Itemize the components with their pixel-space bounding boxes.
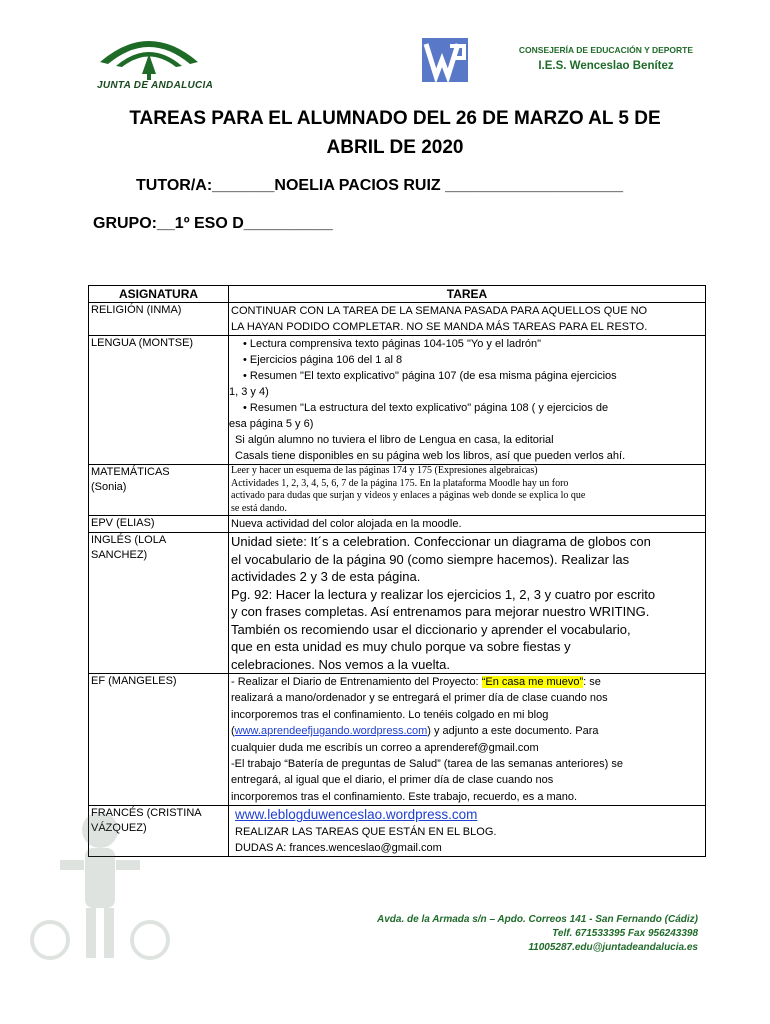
logo-text: JUNTA DE ANDALUCIA [97, 80, 214, 91]
task-line: y con frases completas. Así entrenamos para mejorar nuestro WRITING. [231, 604, 650, 619]
subject-line: VÁZQUEZ) [91, 822, 147, 835]
hercules-watermark-icon [30, 790, 170, 970]
task-line: -El trabajo “Batería de preguntas de Salud” (tarea de las semanas anteriores) se [231, 758, 623, 771]
task-cell [229, 303, 706, 336]
task-text: ) y adjunto a este documento. Para [427, 725, 599, 738]
table-row-lengua [89, 336, 706, 465]
tutor-line: TUTOR/A:_______NOELIA PACIOS RUIZ ____________________ [136, 177, 624, 194]
task-line: el vocabulario de la página 90 (como siempre hacemos). Realizar las [231, 551, 630, 567]
title-line-2: ABRIL DE 2020 [326, 137, 464, 158]
footer-email: 11005287.edu@juntadeandalucia.es [528, 942, 698, 953]
task-line: Actividades 1, 2, 3, 4, 5, 6, 7 de la página 175. En la plataforma Moodle hay un foro [231, 477, 569, 489]
task-cell [229, 674, 706, 806]
table-row-ef [89, 674, 706, 806]
footer-address [377, 913, 698, 955]
table-row-religion [89, 303, 706, 336]
bullet-item: • Lectura comprensiva texto páginas 104-105 "Yo y el ladrón" [243, 338, 542, 350]
table-row-epv [89, 516, 706, 533]
task-line: REALIZAR LAS TAREAS QUE ESTÁN EN EL BLOG. [235, 826, 497, 839]
consejeria-label: CONSEJERÍA DE EDUCACIÓN Y DEPORTE [518, 45, 694, 55]
task-line: Leer y hacer un esquema de las páginas 174 y 175 (Expresiones algebraicas) [231, 465, 538, 476]
task-note: Casals tiene disponibles en su página web los libros, así que pueden verlos ahí. [235, 450, 626, 462]
subject-cell: EPV (ELIAS) [89, 516, 229, 533]
subject-line: INGLÉS (LOLA [91, 534, 167, 546]
task-line [231, 674, 703, 690]
task-line: celebraciones. Nos vemos a la vuelta. [231, 656, 450, 672]
task-line: Unidad siete: It´s a celebration. Confeccionar un diagrama de globos con [231, 534, 651, 549]
task-cell [229, 806, 706, 857]
subject-line: MATEMÁTICAS [91, 466, 170, 478]
table-header-row [89, 286, 706, 303]
highlighted-project-name: “En casa me muevo” [481, 676, 584, 688]
task-cell [229, 336, 706, 465]
bullet-item-cont: esa página 5 y 6) [229, 418, 314, 430]
footer-line: Avda. de la Armada s/n – Apdo. Correos 141 - San Fernando (Cádiz) [377, 914, 698, 925]
task-line: LA HAYAN PODIDO COMPLETAR. NO SE MANDA MÁS TAREAS PARA EL RESTO. [231, 321, 648, 333]
grupo-line: GRUPO:__1º ESO D__________ [93, 215, 333, 232]
task-text: - Realizar el Diario de Entrenamiento del Proyecto: [231, 676, 482, 688]
table-row-matematicas [89, 465, 706, 516]
subject-cell [89, 533, 229, 674]
task-line: actividades 2 y 3 de esta página. [231, 569, 421, 584]
subject-line: FRANCÉS (CRISTINA [91, 807, 202, 820]
french-blog-link[interactable]: www.leblogduwenceslao.wordpress.com [235, 807, 478, 823]
bullet-item-cont: 1, 3 y 4) [229, 386, 269, 398]
subject-cell: EF (MANGELES) [89, 674, 229, 806]
task-line: cualquier duda me escribís un correo a aprenderef@gmail.com [231, 741, 539, 754]
task-line [231, 723, 703, 739]
task-cell [229, 465, 706, 516]
task-line: Pg. 92: Hacer la lectura y realizar los ejercicios 1, 2, 3 y cuatro por escrito [231, 586, 656, 602]
task-line: realizará a mano/ordenador y se entregará el primer día de clase cuando nos [231, 692, 608, 705]
task-text: ( [231, 725, 235, 738]
task-line: incorporemos tras el confinamiento. Lo tenéis colgado en mi blog [231, 708, 549, 721]
subject-cell [89, 465, 229, 516]
bullet-item: • Resumen "La estructura del texto explicativo" página 108 ( y ejercicios de [243, 402, 609, 414]
task-line: se está dando. [231, 502, 287, 514]
page-title [100, 104, 690, 162]
subject-line: (Sonia) [91, 481, 127, 493]
column-header-subject: ASIGNATURA [89, 286, 229, 303]
task-cell [229, 533, 706, 674]
table-row-frances [89, 806, 706, 857]
task-cell: Nueva actividad del color alojada en la moodle. [229, 516, 706, 533]
table-row-ingles [89, 533, 706, 674]
task-line: que en esta unidad es muy chulo porque va sobre fiestas y [231, 639, 571, 654]
footer-line: Telf. 671533395 Fax 956243398 [552, 928, 698, 939]
blog-link[interactable]: www.aprendeefjugando.wordpress.com [234, 725, 428, 738]
ies-logo-icon [422, 38, 468, 82]
subject-cell: LENGUA (MONTSE) [89, 336, 229, 465]
task-text: : se [583, 676, 601, 688]
task-line: incorporemos tras el confinamiento. Este trabajo, recuerdo, es a mano. [231, 790, 578, 803]
bullet-item: • Ejercicios página 106 del 1 al 8 [243, 354, 403, 366]
task-line: activado para dudas que surjan y videos y enlaces a páginas web donde se explica lo que [231, 490, 586, 501]
bullet-item: • Resumen "El texto explicativo" página 107 (de esa misma página ejercicios [243, 370, 617, 382]
task-line: CONTINUAR CON LA TAREA DE LA SEMANA PASADA PARA AQUELLOS QUE NO [231, 305, 648, 317]
task-line: DUDAS A: frances.wenceslao@gmail.com [235, 842, 442, 855]
title-line-1: TAREAS PARA EL ALUMNADO DEL 26 DE MARZO AL 5 DE [129, 108, 661, 129]
subject-line: SANCHEZ) [91, 549, 148, 561]
tasks-table [88, 285, 706, 857]
school-name: I.E.S. Wenceslao Benítez [538, 60, 674, 72]
task-note: Si algún alumno no tuviera el libro de Lengua en casa, la editorial [235, 434, 554, 446]
task-line: entregará, al igual que el diario, el primer día de clase cuando nos [231, 774, 554, 787]
subject-cell: RELIGIÓN (INMA) [89, 303, 229, 336]
task-line: También os recomiendo usar el diccionario y aprender el vocabulario, [231, 621, 631, 637]
column-header-task: TAREA [229, 286, 706, 303]
